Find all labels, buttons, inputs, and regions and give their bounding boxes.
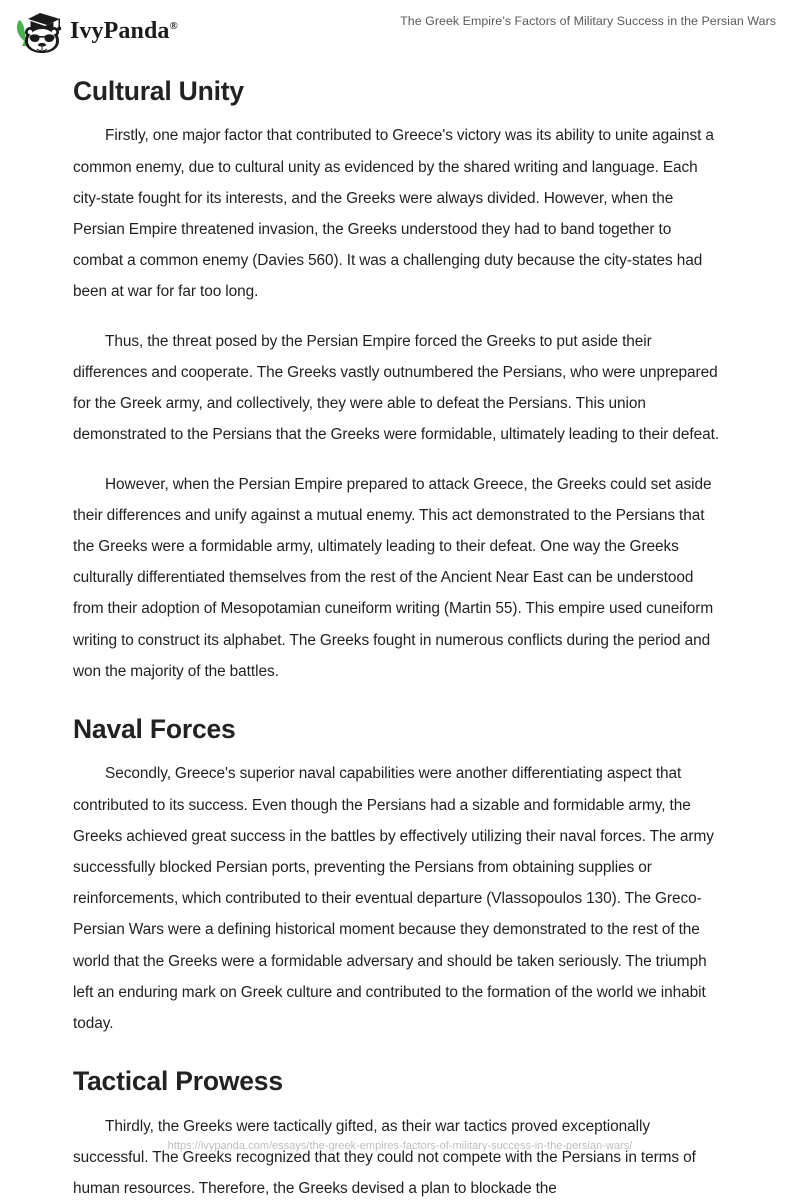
paragraph-cultural-unity-1: Firstly, one major factor that contributed to Greece's victory was its ability to unite against a common enemy, due to cultural unity as evidenced by the shared writing and language. Each city-state fought for its interests, and the Greeks were always divided. However, when the Persian Empire threatened invasion, the Greeks understood they had to band together to combat a common enemy (Davies 560). It was a challenging duty because the city-states had been at war for far too long. [73, 127, 714, 301]
section-heading-cultural-unity: Cultural Unity [73, 76, 244, 106]
brand-logo[interactable] [14, 8, 178, 54]
brand-name-text: IvyPanda [70, 18, 170, 44]
paragraph-cultural-unity-2: Thus, the threat posed by the Persian Empire forced the Greeks to put aside their differences and cooperate. The Greeks vastly outnumbered the Persians, who were unprepared for the Greek army, and collectively, they were able to defeat the Persians. This union demonstrated to the Persians that the Greeks were formidable, ultimately leading to their defeat. [73, 332, 720, 444]
document-title-header: The Greek Empire’s Factors of Military Success in the Persian Wars [400, 14, 776, 28]
panda-graduation-cap-logo-icon [14, 8, 66, 54]
footer-source-url[interactable]: https://ivypanda.com/essays/the-greek-empires-factors-of-military-success-in-the-persian-wars/ [167, 1140, 633, 1152]
paragraph-tactical-prowess-1: Thirdly, the Greeks were tactically gifted, as their war tactics proved exceptionally successful. The Greeks recognized that they could not compete with the Persians in terms of human resources. Therefore, the Greeks devised a plan to blockade the [73, 1117, 696, 1198]
page-footer [0, 1136, 800, 1154]
section-heading-tactical-prowess: Tactical Prowess [73, 1066, 283, 1097]
section-heading-naval-forces: Naval Forces [73, 713, 236, 744]
paragraph-cultural-unity-3: However, when the Persian Empire prepared to attack Greece, the Greeks could set aside their differences and unify against a mutual enemy. This act demonstrated to the Persians that the Greeks were a formidable army, ultimately leading to their defeat. One way the Greeks culturally differentiated themselves from the rest of the Ancient Near East can be understood from their adoption of Mesopotamian cuneiform writing (Martin 55). This empire used cuneiform writing to construct its alphabet. The Greeks fought in numerous conflicts during the period and won the majority of the battles. [73, 475, 714, 680]
paragraph-naval-forces-1: Secondly, Greece's superior naval capabilities were another differentiating aspect that contributed to its success. Even though the Persians had a sizable and formidable army, the Greeks achieved great success in the battles by effectively utilizing their naval forces. The army successfully blocked Persian ports, preventing the Persians from obtaining supplies or reinforcements, which contributed to their eventual departure (Vlassopoulos 130). The Greco-Persian Wars were a defining historical moment because they demonstrated to the rest of the world that the Greeks were a formidable adversary and should be taken seriously. The triumph left an enduring mark on Greek culture and contributed to the formation of the world we inhabit today. [73, 765, 714, 1033]
brand-name [70, 19, 178, 43]
registered-trademark-symbol: ® [169, 20, 178, 32]
page-header [0, 0, 800, 62]
article-body [73, 66, 725, 1204]
